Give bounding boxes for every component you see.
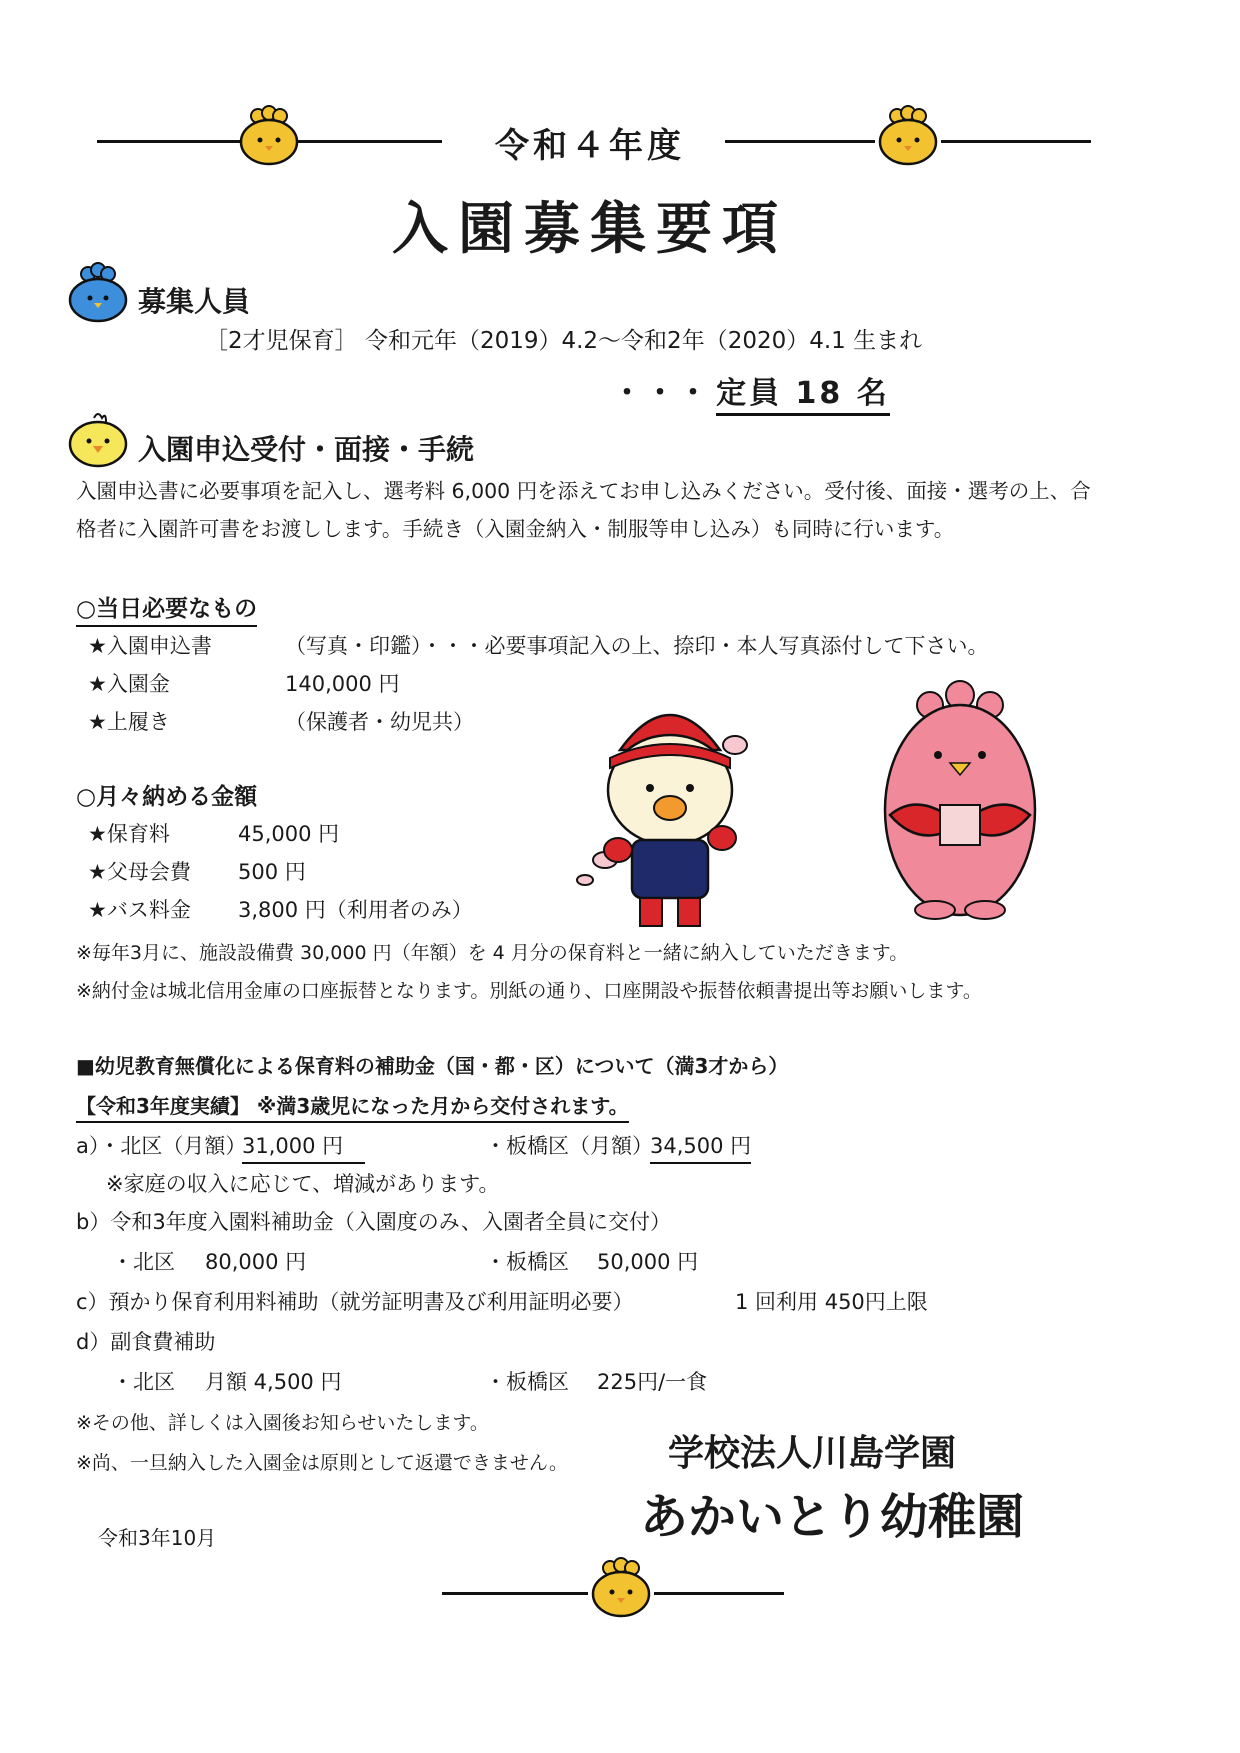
capacity-value: 定員 18 名 (716, 376, 890, 416)
monthly-label-2: ★バス料金 (88, 898, 191, 922)
subsidy-c-value: 1 回利用 450円上限 (735, 1290, 928, 1314)
subsidy-d-itabashi-label: ・板橋区 (485, 1370, 569, 1394)
footer-note-1: ※その他、詳しくは入園後お知らせいたします。 (76, 1412, 489, 1434)
monthly-heading: ○月々納める金額 (76, 784, 258, 810)
needed-value-1: 140,000 円 (285, 672, 400, 696)
subsidy-a-label: a）・北区（月額） (76, 1134, 247, 1158)
needed-value-0: （写真・印鑑）・・・必要事項記入の上、捺印・本人写真添付して下さい。 (285, 634, 989, 658)
subsidy-a-itabashi-label: ・板橋区（月額） (485, 1134, 653, 1158)
monthly-note-2: ※納付金は城北信用金庫の口座振替となります。別紙の通り、口座開設や振替依頼書提出等お願いします。 (76, 980, 982, 1002)
recruit-line: ［2才児保育］ 令和元年（2019）4.2～令和2年（2020）4.1 生まれ (205, 328, 923, 354)
subsidy-heading: ■幼児教育無償化による保育料の補助金（国・都・区）について（満3才から） (76, 1054, 789, 1078)
chick-icon (236, 104, 302, 166)
capacity-row (612, 368, 890, 412)
chick-icon (875, 104, 941, 166)
header-line-right-outer (941, 140, 1091, 143)
footer-note-2: ※尚、一旦納入した入園金は原則として返還できません。 (76, 1452, 569, 1474)
subsidy-d-kita: 月額 4,500 円 (205, 1370, 342, 1394)
page-title: 入園募集要項 (392, 197, 788, 262)
subsidy-b-kita: 80,000 円 (205, 1250, 307, 1274)
subsidy-b-kita-label: ・北区 (112, 1250, 175, 1274)
subsidy-subheading: 【令和3年度実績】 ※満3歳児になった月から交付されます。 (76, 1090, 629, 1123)
footer-line-right (654, 1592, 784, 1595)
header-line-left-inner (302, 140, 442, 143)
capacity-prefix: ・・・ (612, 376, 711, 411)
monthly-value-0: 45,000 円 (238, 822, 340, 846)
corp-name: 学校法人川島学園 (668, 1432, 957, 1474)
needed-label-1: ★入園金 (88, 672, 170, 696)
school-name: あかいとり幼稚園 (640, 1489, 1025, 1545)
apply-text-2: 格者に入園許可書をお渡しします。手続き（入園金納入・制服等申し込み）も同時に行います。 (76, 517, 955, 541)
mascot-pink-bird-illustration (870, 675, 1050, 930)
issue-date: 令和3年10月 (98, 1526, 217, 1550)
monthly-value-1: 500 円 (238, 860, 306, 884)
subsidy-a-itabashi: 34,500 円 (650, 1130, 751, 1164)
needed-label-2: ★上履き (88, 710, 170, 734)
subsidy-d-kita-label: ・北区 (112, 1370, 175, 1394)
chick-icon (588, 1556, 654, 1618)
apply-heading: 入園申込受付・面接・手続 (138, 433, 475, 466)
needed-value-2: （保護者・幼児共） (285, 710, 474, 734)
subsidy-b-label: b）令和3年度入園料補助金（入園度のみ、入園者全員に交付） (76, 1210, 671, 1234)
needed-label-0: ★入園申込書 (88, 634, 212, 658)
era-label: 令和４年度 (495, 126, 685, 166)
subsidy-a-kita: 31,000 円 (242, 1130, 365, 1164)
footer-line-left (442, 1592, 588, 1595)
blue-chick-icon (66, 262, 130, 324)
subsidy-b-itabashi: 50,000 円 (597, 1250, 699, 1274)
monthly-label-1: ★父母会費 (88, 860, 191, 884)
subsidy-a-note: ※家庭の収入に応じて、増減があります。 (106, 1172, 500, 1196)
monthly-label-0: ★保育料 (88, 822, 170, 846)
monthly-note-1: ※毎年3月に、施設設備費 30,000 円（年額）を 4 月分の保育料と一緒に納入していただきます。 (76, 942, 909, 964)
mascot-red-bird-illustration (560, 680, 790, 940)
subsidy-d-itabashi: 225円/一食 (597, 1370, 708, 1394)
header-line-right (725, 140, 875, 143)
subsidy-c-label: c）預かり保育利用料補助（就労証明書及び利用証明必要） (76, 1290, 634, 1314)
monthly-value-2: 3,800 円（利用者のみ） (238, 898, 473, 922)
recruit-heading: 募集人員 (138, 285, 251, 318)
subsidy-b-itabashi-label: ・板橋区 (485, 1250, 569, 1274)
needed-heading: ○当日必要なもの (76, 590, 257, 627)
subsidy-d-label: d）副食費補助 (76, 1330, 216, 1354)
light-chick-icon (66, 408, 130, 468)
apply-text-1: 入園申込書に必要事項を記入し、選考料 6,000 円を添えてお申し込みください。受付後、面接・選考の上、合 (76, 479, 1091, 503)
